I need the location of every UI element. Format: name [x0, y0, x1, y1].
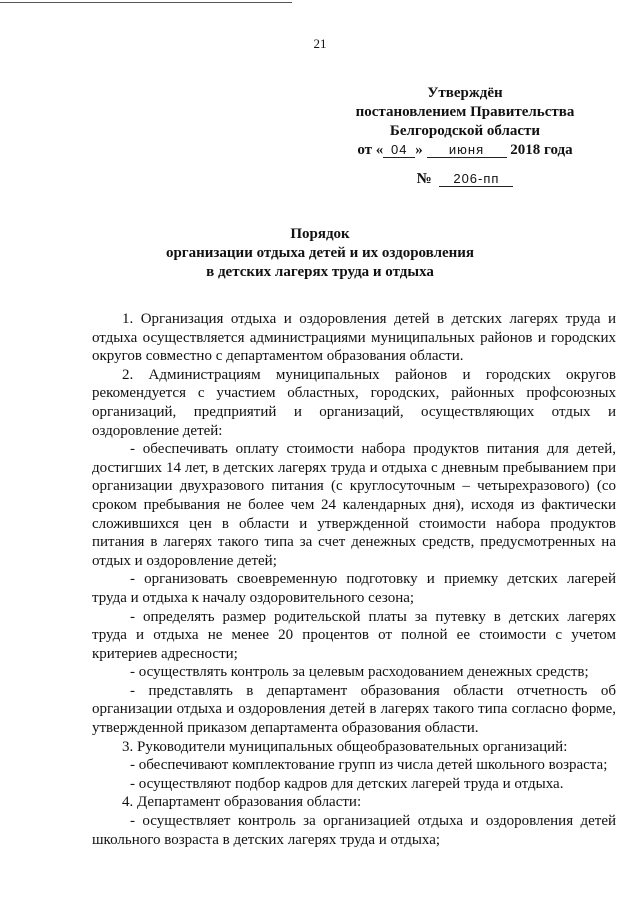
- list-item: - обеспечивать оплату стоимости набора продуктов питания для детей, достигших 14 лет, в детских лагерях труда и отдыха с дневным пребыванием при организации двухразового питания (с круглосуточным – четырехразового) (со сроком пребывания не более чем 24 календарных дня), исходя из фактически сложившихся цен в области и утвержденной стоимости набора продуктов питания в лагерях такого типа за счет денежных средств, предусмотренных на отдых и оздоровление детей;: [92, 441, 616, 569]
- paragraph: 2. Администрациям муниципальных районов и городских округов рекомендуется с участием областных, городских, районных профсоюзных организаций, предприятий и организаций, осуществляющих отдых и оздоровление детей:: [92, 366, 616, 439]
- date-prefix: от «: [357, 142, 384, 158]
- paragraph: 1. Организация отдыха и оздоровления детей в детских лагерях труда и отдыха осуществляется администрациями муниципальных районов и городских округов совместно с департаментом образования области.: [92, 311, 616, 365]
- number-prefix: №: [416, 171, 432, 187]
- document-title: [0, 225, 640, 282]
- paragraph: 4. Департамент образования области:: [122, 794, 362, 811]
- title-line-3: в детских лагерях труда и отдыха: [206, 264, 434, 280]
- approval-line-3: Белгородской области: [389, 123, 541, 139]
- date-month: июня: [427, 142, 507, 158]
- list-item: - организовать своевременную подготовку и приемку детских лагерей труда и отдыха к началу оздоровительного сезона;: [92, 571, 616, 606]
- approval-number: [330, 170, 600, 189]
- top-divider: [0, 2, 292, 3]
- title-line-2: организации отдыха детей и их оздоровления: [165, 245, 475, 261]
- date-year: 2018 года: [510, 142, 573, 158]
- approval-date: [330, 141, 600, 160]
- date-mid: »: [415, 142, 423, 158]
- paragraph: 3. Руководители муниципальных общеобразовательных организаций:: [122, 738, 568, 755]
- date-day: 04: [383, 142, 415, 158]
- list-item: - определять размер родительской платы за путевку в детских лагерях труда и отдыха не менее 20 процентов от полной ее стоимости с учетом критериев адресности;: [92, 608, 616, 662]
- title-line-1: Порядок: [290, 226, 350, 242]
- approval-stamp: [330, 84, 600, 189]
- page-number: 21: [313, 36, 327, 51]
- list-item: - осуществляют подбор кадров для детских лагерей труда и отдыха.: [130, 775, 564, 792]
- document-body: [92, 310, 616, 849]
- list-item: - осуществлять контроль за целевым расходованием денежных средств;: [130, 664, 589, 681]
- list-item: - осуществляет контроль за организацией отдыха и оздоровления детей школьного возраста в детских лагерях труда и отдыха;: [92, 813, 616, 848]
- list-item: - представлять в департамент образования области отчетность об организации отдыха и оздоровления детей в лагерях такого типа согласно форме, утвержденной приказом департамента образования области.: [92, 682, 616, 737]
- number-value: 206-пп: [439, 171, 513, 187]
- approval-line-2: постановлением Правительства: [355, 104, 575, 120]
- list-item: - обеспечивают комплектование групп из числа детей школьного возраста;: [130, 757, 608, 774]
- approval-line-1: Утверждён: [427, 85, 503, 101]
